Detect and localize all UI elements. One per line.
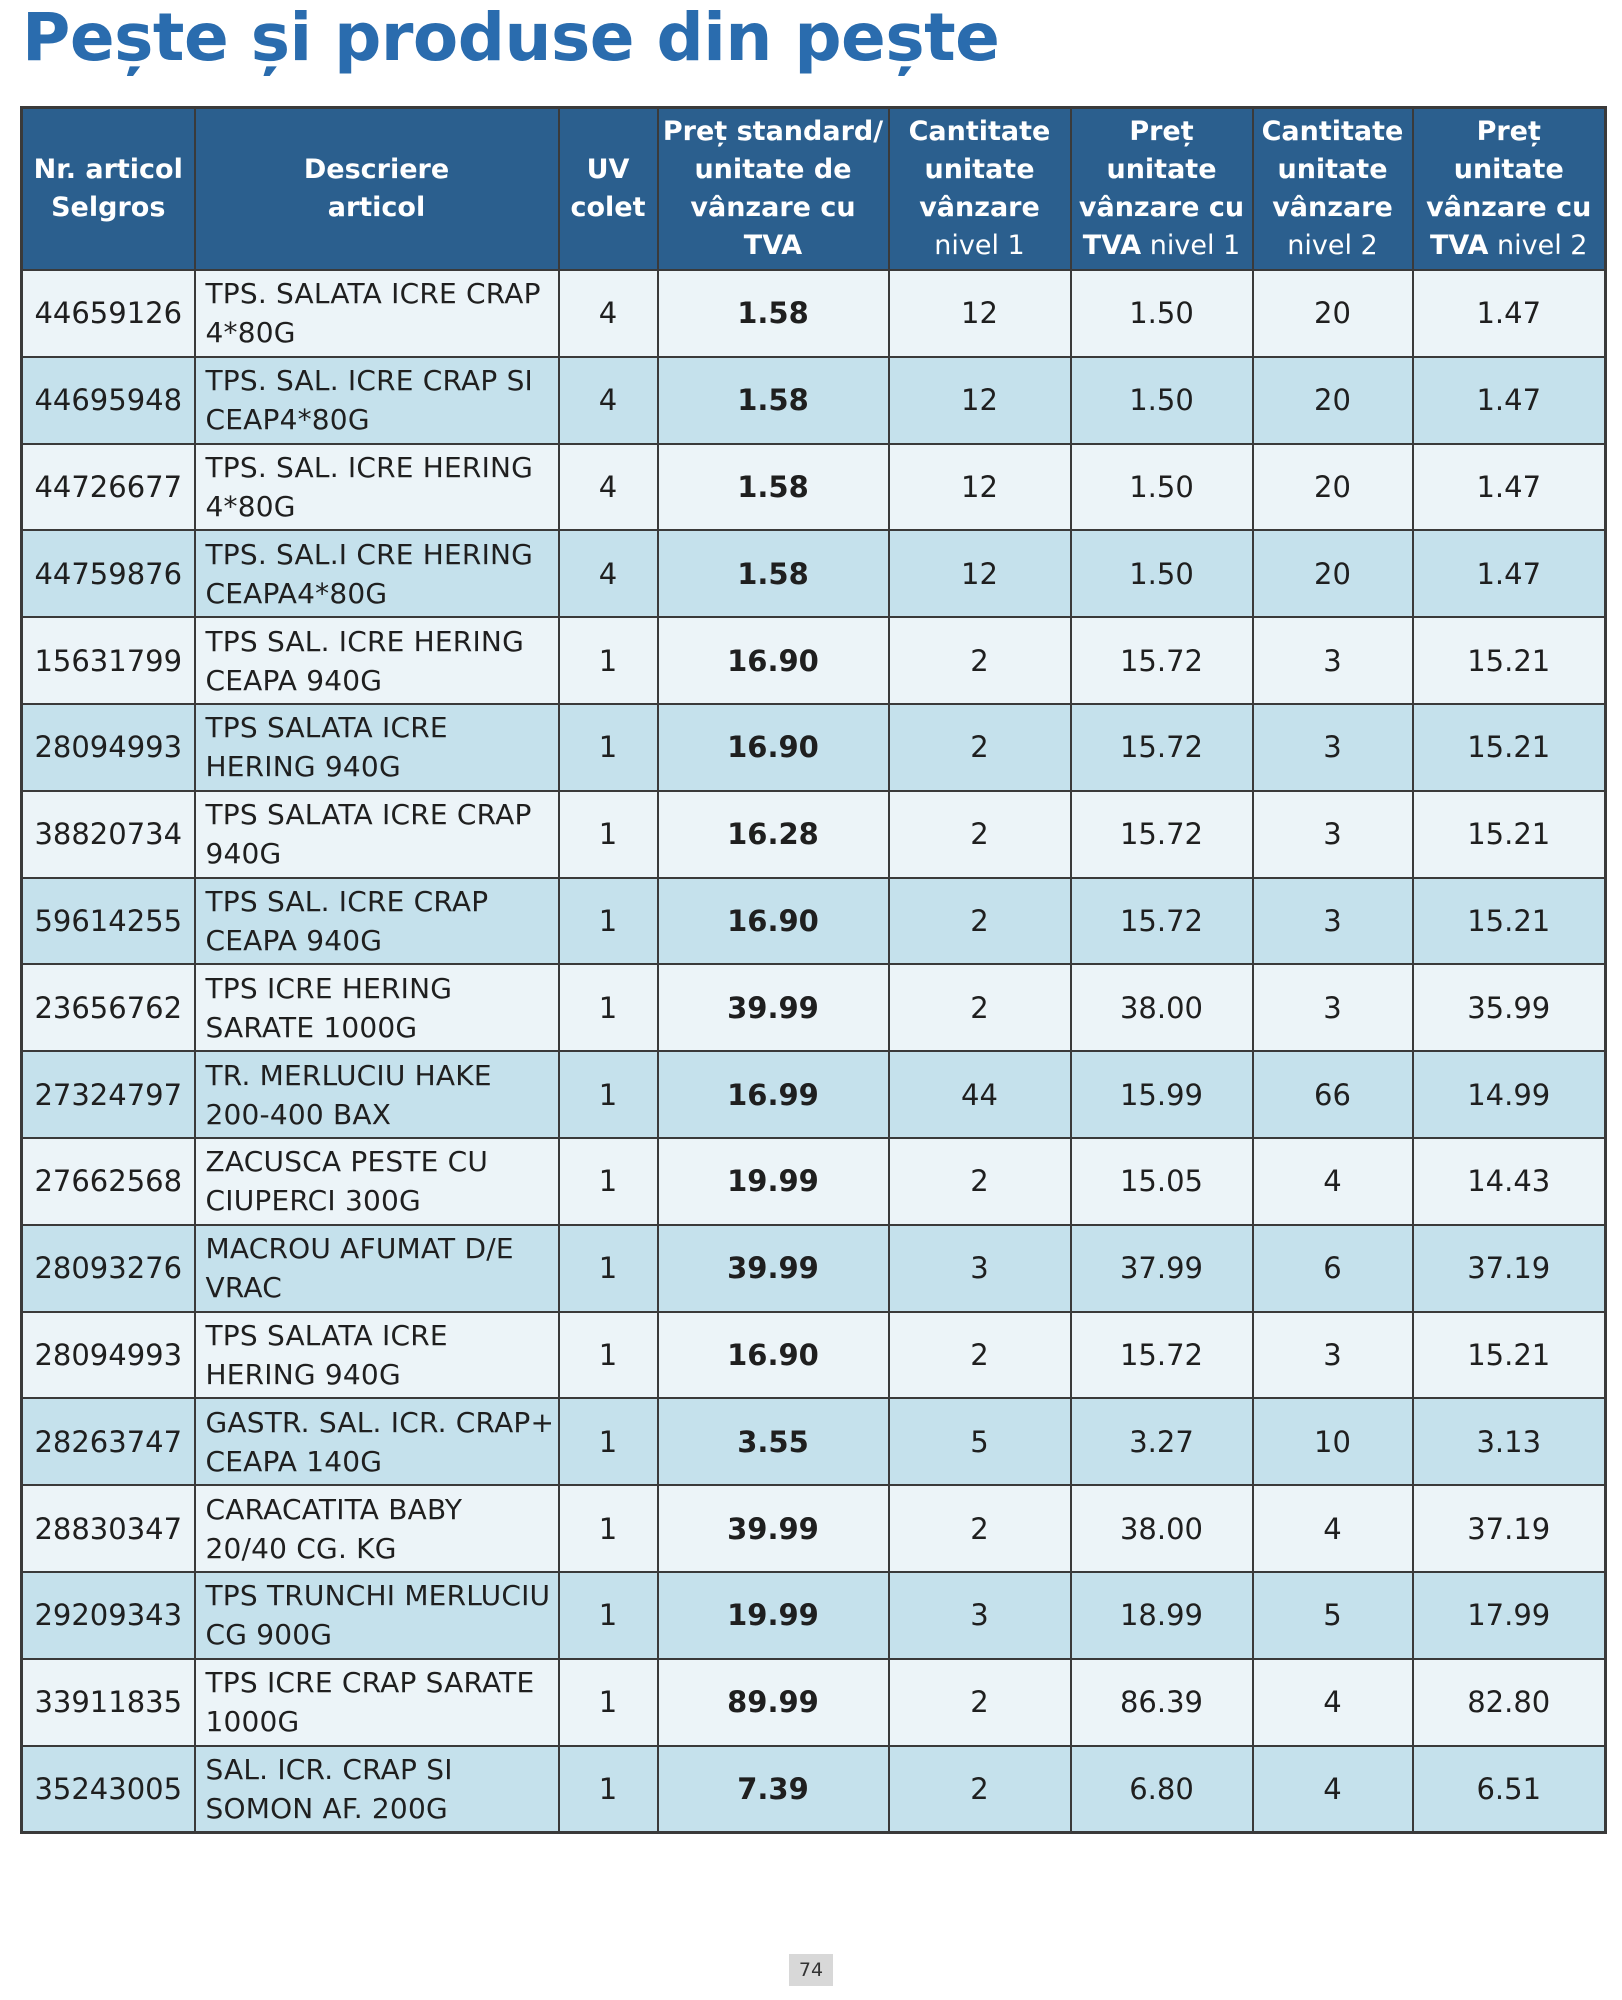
cell-pret-standard: 16.90 [658,1312,889,1399]
cell-uv-colet: 1 [559,791,658,878]
header-pret-standard [658,108,889,271]
header-cant1-level: nivel 1 [934,230,1025,261]
cell-uv-colet: 1 [559,1225,658,1312]
cell-uv-colet: 1 [559,1485,658,1572]
cell-pret-nivel-1: 15.72 [1071,704,1253,791]
header-uv-colet [559,108,658,271]
cell-pret-standard: 19.99 [658,1572,889,1659]
cell-pret-nivel-2: 15.21 [1413,617,1606,704]
cell-cantitate-nivel-1: 2 [889,1746,1071,1833]
cell-pret-nivel-2: 82.80 [1413,1659,1606,1746]
description-line: TPS SALATA ICRE [205,1318,448,1352]
cell-pret-nivel-1: 15.72 [1071,878,1253,965]
table-row [22,1312,1606,1399]
cell-cantitate-nivel-1: 12 [889,270,1071,357]
header-cant2-bold: Cantitate unitate vânzare [1261,116,1404,223]
table-row [22,617,1606,704]
description-line: SARATE 1000G [205,1010,418,1044]
description-line: CIUPERCI 300G [205,1184,421,1218]
cell-descriere [195,1572,559,1659]
cell-cantitate-nivel-2: 4 [1253,1138,1413,1225]
cell-nr-articol: 15631799 [22,617,195,704]
cell-pret-nivel-2: 15.21 [1413,704,1606,791]
cell-uv-colet: 1 [559,878,658,965]
description-line: HERING 940G [205,750,401,784]
cell-cantitate-nivel-2: 10 [1253,1398,1413,1485]
cell-cantitate-nivel-2: 3 [1253,617,1413,704]
description-line: CG 900G [205,1618,333,1652]
description-line: 1000G [205,1705,300,1739]
cell-pret-nivel-2: 1.47 [1413,530,1606,617]
table-body [22,270,1606,1833]
cell-nr-articol: 59614255 [22,878,195,965]
cell-descriere [195,617,559,704]
cell-uv-colet: 1 [559,1746,658,1833]
cell-descriere [195,1485,559,1572]
cell-uv-colet: 1 [559,617,658,704]
table-row [22,1138,1606,1225]
header-pret-nivel-1 [1071,108,1253,271]
cell-pret-nivel-2: 35.99 [1413,964,1606,1051]
table-row [22,878,1606,965]
cell-pret-nivel-1: 1.50 [1071,270,1253,357]
table-row [22,964,1606,1051]
header-cant2-level: nivel 2 [1287,230,1378,261]
cell-descriere [195,530,559,617]
cell-pret-standard: 16.99 [658,1051,889,1138]
cell-descriere [195,1051,559,1138]
description-line: CEAPA 940G [205,663,383,697]
description-line: TPS. SAL. ICRE CRAP SI [205,364,534,398]
description-line: ZACUSCA PESTE CU [205,1145,489,1179]
cell-uv-colet: 4 [559,357,658,444]
cell-cantitate-nivel-2: 4 [1253,1485,1413,1572]
cell-pret-standard: 39.99 [658,964,889,1051]
cell-pret-nivel-2: 14.43 [1413,1138,1606,1225]
description-line: 4*80G [205,489,296,523]
cell-uv-colet: 4 [559,270,658,357]
table-row [22,704,1606,791]
table-row [22,444,1606,531]
cell-pret-nivel-1: 86.39 [1071,1659,1253,1746]
cell-pret-nivel-1: 15.99 [1071,1051,1253,1138]
cell-pret-nivel-2: 37.19 [1413,1485,1606,1572]
cell-nr-articol: 33911835 [22,1659,195,1746]
description-line: 4*80G [205,316,296,350]
cell-cantitate-nivel-1: 12 [889,357,1071,444]
cell-cantitate-nivel-2: 66 [1253,1051,1413,1138]
table-row [22,1659,1606,1746]
cell-pret-nivel-1: 15.05 [1071,1138,1253,1225]
table-header-row [22,108,1606,271]
header-pret-nivel-2 [1413,108,1606,271]
cell-pret-nivel-2: 6.51 [1413,1746,1606,1833]
cell-descriere [195,964,559,1051]
cell-pret-nivel-2: 37.19 [1413,1225,1606,1312]
cell-cantitate-nivel-1: 3 [889,1225,1071,1312]
description-line: TPS SALATA ICRE [205,711,448,745]
cell-pret-nivel-2: 1.47 [1413,270,1606,357]
cell-pret-nivel-1: 15.72 [1071,791,1253,878]
cell-uv-colet: 1 [559,1398,658,1485]
cell-cantitate-nivel-2: 6 [1253,1225,1413,1312]
cell-cantitate-nivel-2: 20 [1253,357,1413,444]
table-row [22,1572,1606,1659]
cell-uv-colet: 1 [559,964,658,1051]
description-line: 940G [205,837,282,871]
cell-pret-nivel-1: 1.50 [1071,530,1253,617]
cell-uv-colet: 1 [559,704,658,791]
description-line: SAL. ICR. CRAP SI [205,1752,453,1786]
description-line: MACROU AFUMAT D/E [205,1232,514,1266]
cell-cantitate-nivel-2: 4 [1253,1746,1413,1833]
cell-nr-articol: 29209343 [22,1572,195,1659]
header-descriere [195,108,559,271]
cell-pret-nivel-1: 1.50 [1071,444,1253,531]
description-line: TR. MERLUCIU HAKE [205,1058,492,1092]
cell-pret-nivel-1: 38.00 [1071,1485,1253,1572]
cell-cantitate-nivel-1: 2 [889,1312,1071,1399]
description-line: CEAPA 940G [205,923,383,957]
table-row [22,1225,1606,1312]
description-line: TPS ICRE CRAP SARATE [205,1666,535,1700]
header-uv-text: UV colet [570,154,646,223]
cell-descriere [195,1746,559,1833]
cell-cantitate-nivel-2: 4 [1253,1659,1413,1746]
table-row [22,530,1606,617]
cell-pret-nivel-2: 15.21 [1413,791,1606,878]
cell-pret-standard: 16.90 [658,617,889,704]
cell-cantitate-nivel-2: 20 [1253,530,1413,617]
description-line: TPS SALATA ICRE CRAP [205,798,532,832]
header-pret2-bold: Preț unitate vânzare cu TVA [1426,116,1592,261]
cell-cantitate-nivel-1: 2 [889,964,1071,1051]
cell-cantitate-nivel-1: 2 [889,704,1071,791]
cell-cantitate-nivel-2: 20 [1253,444,1413,531]
description-line: TPS. SAL.I CRE HERING [205,537,534,571]
cell-cantitate-nivel-1: 3 [889,1572,1071,1659]
cell-cantitate-nivel-1: 44 [889,1051,1071,1138]
cell-cantitate-nivel-1: 2 [889,1485,1071,1572]
description-line: VRAC [205,1271,282,1305]
description-line: HERING 940G [205,1357,401,1391]
cell-nr-articol: 44726677 [22,444,195,531]
cell-cantitate-nivel-2: 3 [1253,704,1413,791]
cell-descriere [195,791,559,878]
cell-uv-colet: 1 [559,1659,658,1746]
cell-nr-articol: 28094993 [22,704,195,791]
cell-nr-articol: 27324797 [22,1051,195,1138]
header-cantitate-nivel-1 [889,108,1071,271]
page-title: Pește și produse din pește [22,0,1000,76]
cell-cantitate-nivel-2: 3 [1253,791,1413,878]
cell-uv-colet: 1 [559,1572,658,1659]
cell-descriere [195,1225,559,1312]
description-line: 20/40 CG. KG [205,1531,397,1565]
header-nr-text: Nr. articol Selgros [33,154,183,223]
page-number: 74 [789,1954,833,1986]
table-row [22,791,1606,878]
description-line: GASTR. SAL. ICR. CRAP+ [205,1405,555,1439]
description-line: SOMON AF. 200G [205,1791,448,1825]
cell-pret-nivel-2: 17.99 [1413,1572,1606,1659]
cell-pret-standard: 16.90 [658,704,889,791]
cell-descriere [195,357,559,444]
cell-nr-articol: 44759876 [22,530,195,617]
header-cantitate-nivel-2 [1253,108,1413,271]
header-nr-articol [22,108,195,271]
table-row [22,1746,1606,1833]
cell-pret-nivel-1: 3.27 [1071,1398,1253,1485]
cell-nr-articol: 23656762 [22,964,195,1051]
cell-nr-articol: 28263747 [22,1398,195,1485]
cell-descriere [195,704,559,791]
cell-pret-nivel-2: 1.47 [1413,444,1606,531]
cell-nr-articol: 44695948 [22,357,195,444]
cell-pret-nivel-2: 14.99 [1413,1051,1606,1138]
description-line: CEAPA 140G [205,1444,383,1478]
cell-cantitate-nivel-1: 2 [889,617,1071,704]
cell-descriere [195,1138,559,1225]
cell-pret-nivel-1: 38.00 [1071,964,1253,1051]
cell-nr-articol: 44659126 [22,270,195,357]
cell-uv-colet: 1 [559,1312,658,1399]
cell-pret-nivel-1: 15.72 [1071,1312,1253,1399]
cell-pret-nivel-1: 18.99 [1071,1572,1253,1659]
cell-cantitate-nivel-1: 2 [889,1659,1071,1746]
cell-pret-nivel-2: 3.13 [1413,1398,1606,1485]
table-row [22,357,1606,444]
cell-pret-standard: 89.99 [658,1659,889,1746]
cell-uv-colet: 4 [559,530,658,617]
cell-cantitate-nivel-1: 2 [889,791,1071,878]
cell-pret-standard: 39.99 [658,1225,889,1312]
cell-cantitate-nivel-1: 5 [889,1398,1071,1485]
cell-pret-nivel-2: 15.21 [1413,878,1606,965]
cell-pret-standard: 7.39 [658,1746,889,1833]
table-row [22,1485,1606,1572]
cell-pret-standard: 16.90 [658,878,889,965]
header-pret1-bold: Preț unitate vânzare cu TVA [1078,116,1245,261]
cell-cantitate-nivel-1: 2 [889,1138,1071,1225]
description-line: 200-400 BAX [205,1097,392,1131]
description-line: TPS. SAL. ICRE HERING [205,450,534,484]
header-pret-standard-text: Preț standard/ unitate de vânzare cu TVA [662,116,884,261]
cell-pret-standard: 1.58 [658,357,889,444]
cell-nr-articol: 28094993 [22,1312,195,1399]
cell-pret-standard: 3.55 [658,1398,889,1485]
description-line: TPS. SALATA ICRE CRAP [205,277,541,311]
description-line: CEAPA4*80G [205,576,388,610]
cell-cantitate-nivel-2: 3 [1253,964,1413,1051]
header-cant1-bold: Cantitate unitate vânzare [908,116,1051,223]
cell-descriere [195,1659,559,1746]
cell-pret-nivel-1: 1.50 [1071,357,1253,444]
cell-pret-nivel-1: 15.72 [1071,617,1253,704]
cell-uv-colet: 4 [559,444,658,531]
cell-pret-standard: 1.58 [658,530,889,617]
cell-uv-colet: 1 [559,1138,658,1225]
description-line: TPS SAL. ICRE CRAP [205,884,489,918]
cell-pret-standard: 16.28 [658,791,889,878]
description-line: TPS ICRE HERING [205,971,453,1005]
header-pret1-level: nivel 1 [1149,230,1241,261]
cell-cantitate-nivel-1: 2 [889,878,1071,965]
description-line: CEAP4*80G [205,403,370,437]
cell-descriere [195,1398,559,1485]
cell-cantitate-nivel-1: 12 [889,444,1071,531]
cell-pret-nivel-1: 6.80 [1071,1746,1253,1833]
cell-pret-standard: 19.99 [658,1138,889,1225]
table-row [22,1398,1606,1485]
cell-descriere [195,270,559,357]
cell-pret-nivel-1: 37.99 [1071,1225,1253,1312]
cell-nr-articol: 27662568 [22,1138,195,1225]
description-line: TPS TRUNCHI MERLUCIU [205,1579,551,1613]
description-line: TPS SAL. ICRE HERING [205,624,524,658]
cell-nr-articol: 28093276 [22,1225,195,1312]
cell-descriere [195,444,559,531]
header-pret2-level: nivel 2 [1497,230,1588,261]
description-line: CARACATITA BABY [205,1492,463,1526]
cell-nr-articol: 28830347 [22,1485,195,1572]
cell-pret-nivel-2: 1.47 [1413,357,1606,444]
header-descriere-text: Descriere articol [303,154,450,223]
cell-pret-standard: 1.58 [658,444,889,531]
cell-cantitate-nivel-2: 3 [1253,1312,1413,1399]
cell-cantitate-nivel-1: 12 [889,530,1071,617]
cell-descriere [195,878,559,965]
cell-nr-articol: 38820734 [22,791,195,878]
cell-uv-colet: 1 [559,1051,658,1138]
cell-cantitate-nivel-2: 3 [1253,878,1413,965]
table-row [22,270,1606,357]
table-row [22,1051,1606,1138]
cell-nr-articol: 35243005 [22,1746,195,1833]
cell-pret-standard: 39.99 [658,1485,889,1572]
cell-pret-nivel-2: 15.21 [1413,1312,1606,1399]
price-table [20,106,1607,1834]
cell-descriere [195,1312,559,1399]
cell-pret-standard: 1.58 [658,270,889,357]
cell-cantitate-nivel-2: 20 [1253,270,1413,357]
cell-cantitate-nivel-2: 5 [1253,1572,1413,1659]
